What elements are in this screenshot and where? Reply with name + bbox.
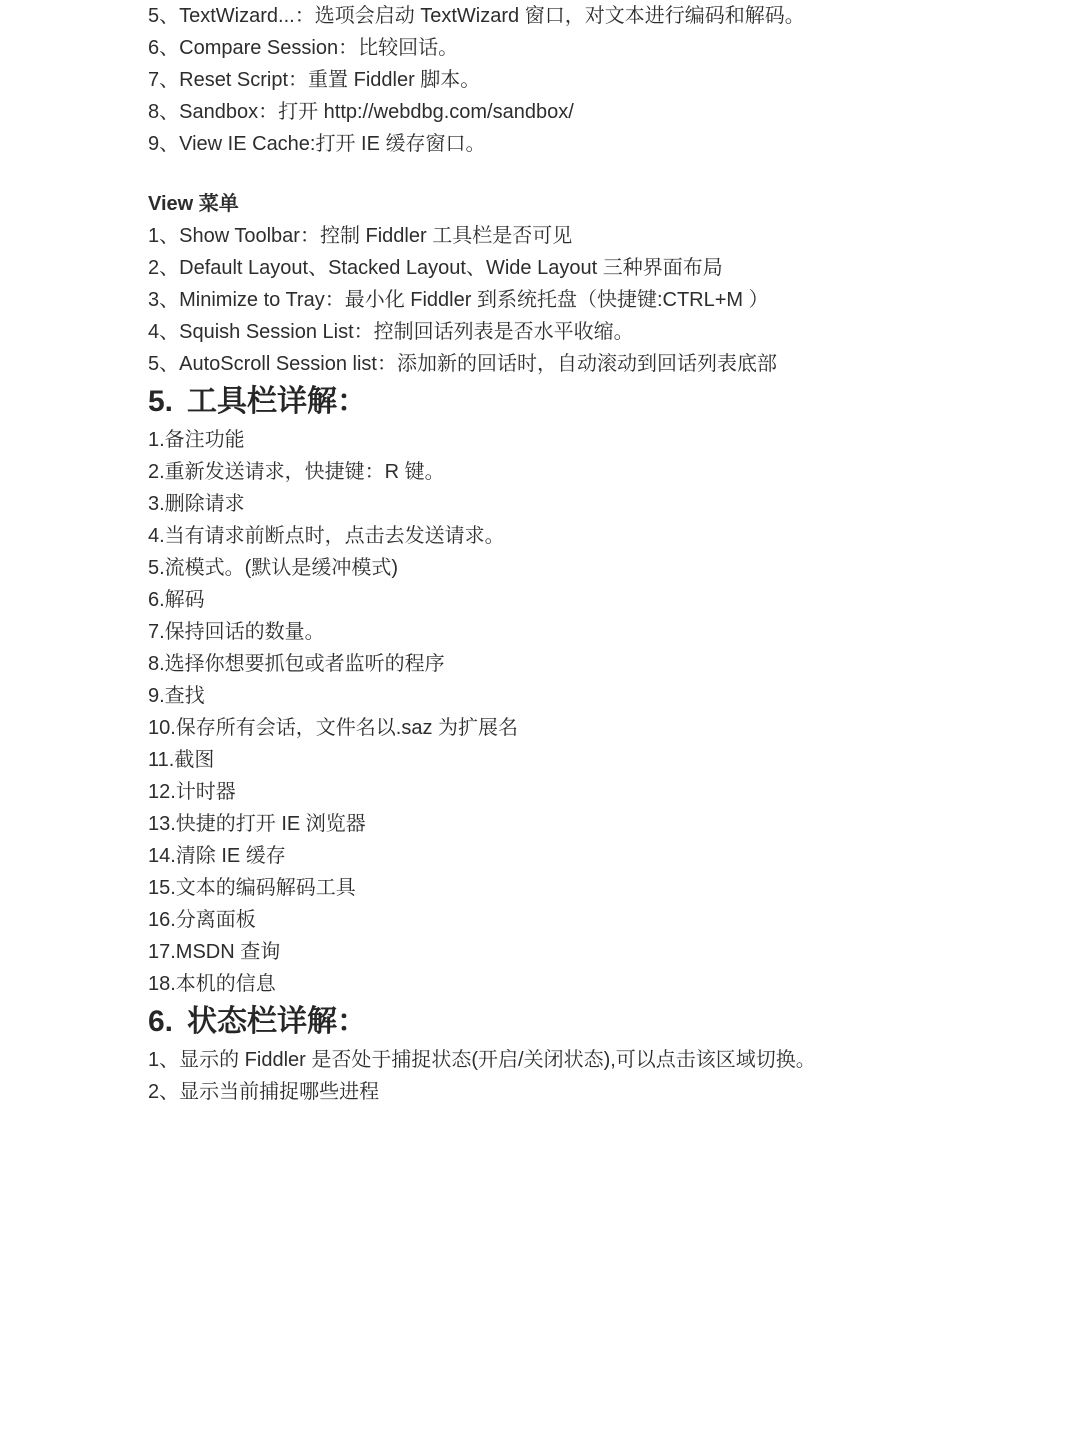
list-item: 2.重新发送请求，快捷键：R 键。 — [148, 461, 445, 483]
list-item: 7、Reset Script：重置 Fiddler 脚本。 — [148, 69, 481, 91]
section-title: 状态栏详解： — [187, 1005, 368, 1038]
view-menu-list — [148, 220, 1030, 380]
section-number: 6. — [148, 1005, 174, 1038]
list-item: 5.流模式。(默认是缓冲模式) — [148, 557, 398, 579]
section-number: 5. — [148, 385, 174, 418]
list-item: 4、Squish Session List：控制回话列表是否水平收缩。 — [148, 321, 634, 343]
list-item: 6.解码 — [148, 589, 205, 611]
list-item: 8、Sandbox：打开 http://webdbg.com/sandbox/ — [148, 101, 574, 123]
list-item: 3、Minimize to Tray：最小化 Fiddler 到系统托盘（快捷键:CTRL+M ） — [148, 289, 769, 311]
tools-menu-list — [148, 0, 1030, 160]
view-menu-block — [148, 188, 1030, 380]
list-item: 18.本机的信息 — [148, 973, 276, 995]
list-item: 17.MSDN 查询 — [148, 941, 281, 963]
list-item: 2、Default Layout、Stacked Layout、Wide Layout 三种界面布局 — [148, 257, 723, 279]
list-item: 1、显示的 Fiddler 是否处于捕捉状态(开启/关闭状态),可以点击该区域切换。 — [148, 1049, 816, 1071]
list-item: 3.删除请求 — [148, 493, 245, 515]
list-item: 2、显示当前捕捉哪些进程 — [148, 1081, 380, 1103]
list-item: 12.计时器 — [148, 781, 236, 803]
list-item: 13.快捷的打开 IE 浏览器 — [148, 813, 366, 835]
list-item: 9.查找 — [148, 685, 205, 707]
section-heading-toolbar — [148, 380, 1030, 424]
list-item: 9、View IE Cache:打开 IE 缓存窗口。 — [148, 133, 486, 155]
list-item: 16.分离面板 — [148, 909, 256, 931]
list-item: 6、Compare Session：比较回话。 — [148, 37, 459, 59]
list-item: 11.截图 — [148, 749, 215, 771]
view-menu-heading: View 菜单 — [148, 193, 239, 215]
list-item: 14.清除 IE 缓存 — [148, 845, 286, 867]
list-item: 5、AutoScroll Session list：添加新的回话时，自动滚动到回话列表底部 — [148, 353, 777, 375]
toolbar-detail-list — [148, 424, 1030, 1000]
list-item: 5、TextWizard...：选项会启动 TextWizard 窗口，对文本进行编码和解码。 — [148, 5, 805, 27]
section-title: 工具栏详解： — [187, 385, 368, 418]
list-item: 10.保存所有会话，文件名以.saz 为扩展名 — [148, 717, 519, 739]
section-heading-statusbar — [148, 1000, 1030, 1044]
list-item: 7.保持回话的数量。 — [148, 621, 325, 643]
list-item: 4.当有请求前断点时，点击去发送请求。 — [148, 525, 505, 547]
statusbar-detail-list — [148, 1044, 1030, 1108]
list-item: 15.文本的编码解码工具 — [148, 877, 356, 899]
list-item: 1、Show Toolbar：控制 Fiddler 工具栏是否可见 — [148, 225, 573, 247]
list-item: 8.选择你想要抓包或者监听的程序 — [148, 653, 445, 675]
list-item: 1.备注功能 — [148, 429, 245, 451]
